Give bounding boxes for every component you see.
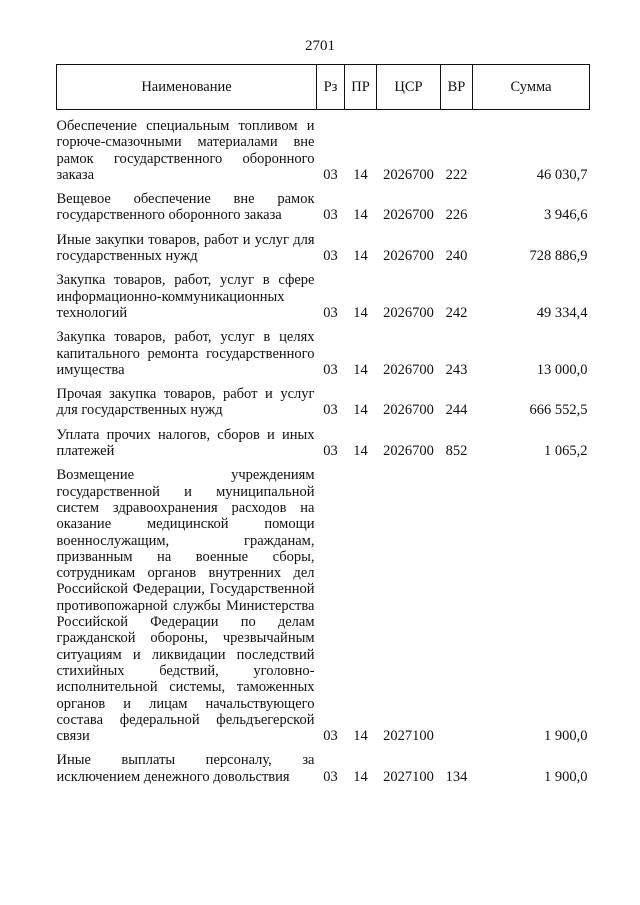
row-vr <box>441 467 473 752</box>
column-header-name: Наименование <box>57 65 317 110</box>
row-pr: 14 <box>353 166 368 183</box>
row-rz: 03 <box>323 443 338 460</box>
row-sum: 728 886,9 <box>529 248 588 265</box>
row-csr: 2026700 <box>383 207 434 224</box>
row-sum: 13 000,0 <box>536 361 588 378</box>
row-name: Обеспечение специальным топливом и горюче-смазочными материалами вне рамок государственного оборонного заказа <box>56 118 315 183</box>
column-header-vr: ВР <box>441 65 473 110</box>
row-csr: 2026700 <box>383 361 434 378</box>
row-vr: 222 <box>445 166 468 183</box>
row-name: Прочая закупка товаров, работ и услуг для государственных нужд <box>56 386 315 419</box>
table-row <box>57 329 590 386</box>
row-sum: 49 334,4 <box>536 304 588 321</box>
table-row <box>57 232 590 273</box>
row-rz: 03 <box>323 304 338 321</box>
table-row <box>57 752 590 793</box>
row-pr: 14 <box>353 768 368 785</box>
row-sum: 666 552,5 <box>529 402 588 419</box>
row-sum: 1 065,2 <box>544 443 588 460</box>
row-vr: 243 <box>445 361 468 378</box>
row-csr: 2027100 <box>383 768 434 785</box>
row-name: Вещевое обеспечение вне рамок государственного оборонного заказа <box>56 191 315 224</box>
row-rz: 03 <box>323 728 338 745</box>
row-csr: 2026700 <box>383 248 434 265</box>
row-sum: 1 900,0 <box>544 728 588 745</box>
page-number: 2701 <box>305 38 335 54</box>
table-row <box>57 272 590 329</box>
row-sum: 46 030,7 <box>536 166 588 183</box>
row-pr: 14 <box>353 361 368 378</box>
row-name: Иные закупки товаров, работ и услуг для государственных нужд <box>56 231 315 265</box>
row-vr: 244 <box>445 402 468 419</box>
row-pr: 14 <box>353 207 368 224</box>
table-row <box>57 110 590 192</box>
table-row <box>57 386 590 427</box>
row-pr: 14 <box>353 304 368 321</box>
budget-table <box>56 64 590 793</box>
row-csr: 2026700 <box>383 304 434 321</box>
row-rz: 03 <box>323 207 338 224</box>
row-name: Уплата прочих налогов, сборов и иных платежей <box>56 426 315 460</box>
row-csr: 2026700 <box>383 402 434 419</box>
row-pr: 14 <box>353 728 368 745</box>
row-vr: 242 <box>445 304 468 321</box>
row-name: Закупка товаров, работ, услуг в целях капитального ремонта государственного имущества <box>56 329 315 378</box>
row-name: Закупка товаров, работ, услуг в сфере информационно-коммуникационных технологий <box>56 272 315 321</box>
row-vr: 134 <box>445 768 468 785</box>
row-pr: 14 <box>353 402 368 419</box>
column-header-csr: ЦСР <box>377 65 441 110</box>
row-pr: 14 <box>353 443 368 460</box>
row-csr: 2027100 <box>383 728 434 745</box>
row-sum: 3 946,6 <box>544 207 588 224</box>
row-pr: 14 <box>353 248 368 265</box>
row-rz: 03 <box>323 248 338 265</box>
row-rz: 03 <box>323 768 338 785</box>
row-vr: 852 <box>445 443 468 460</box>
row-vr: 240 <box>445 248 468 265</box>
row-csr: 2026700 <box>383 166 434 183</box>
column-header-rz: Рз <box>317 65 345 110</box>
row-vr: 226 <box>445 207 468 224</box>
row-rz: 03 <box>323 166 338 183</box>
table-row <box>57 467 590 752</box>
table-header <box>57 65 590 110</box>
row-name: Иные выплаты персоналу, за исключением денежного довольствия <box>56 752 315 785</box>
table-row <box>57 191 590 232</box>
row-rz: 03 <box>323 402 338 419</box>
row-sum: 1 900,0 <box>544 768 588 785</box>
column-header-sum: Сумма <box>473 65 590 110</box>
row-csr: 2026700 <box>383 443 434 460</box>
table-row <box>57 427 590 468</box>
row-rz: 03 <box>323 361 338 378</box>
column-header-pr: ПР <box>345 65 377 110</box>
row-name: Возмещение учреждениям государственной и муниципальной систем здравоохранения расходов на оказание медицинской помощи военнослужащим, гражданам, призванным на военные сборы, сотрудникам органов внутренних дел Российской Федерации, Государственной противопожарной службы Министерства Российской Федерации по делам гражданской обороны, чрезвычайным ситуациям и ликвидации последствий стихийных бедствий, уголовно-исполнительной системы, таможенных органов и лицам начальствующего состава федеральной фельдъегерской связи <box>56 467 315 745</box>
